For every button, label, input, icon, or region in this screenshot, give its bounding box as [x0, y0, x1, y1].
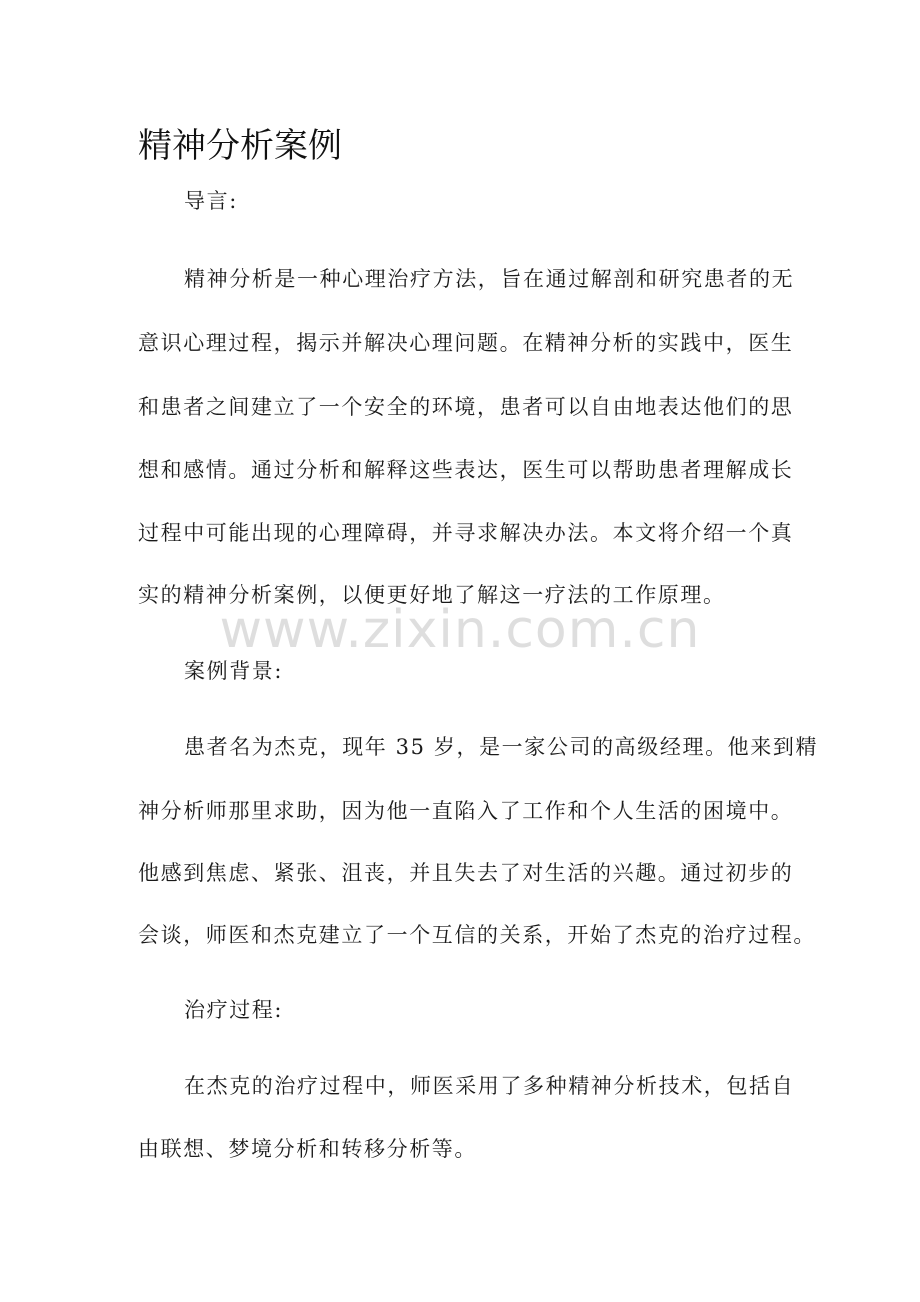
background-line-4: 会谈，师医和杰克建立了一个互信的关系，开始了杰克的治疗过程。: [138, 923, 816, 947]
background-line-1: 患者名为杰克，现年 35 岁，是一家公司的高级经理。他来到精: [184, 735, 819, 759]
intro-line-3: 和患者之间建立了一个安全的环境，患者可以自由地表达他们的思: [138, 395, 794, 419]
watermark: www.zixin.com.cn: [219, 600, 701, 660]
intro-line-5: 过程中可能出现的心理障碍，并寻求解决办法。本文将介绍一个真: [138, 521, 794, 545]
intro-line-6: 实的精神分析案例，以便更好地了解这一疗法的工作原理。: [138, 583, 726, 607]
background-line-3: 他感到焦虑、紧张、沮丧，并且失去了对生活的兴趣。通过初步的: [138, 861, 794, 885]
background-line-2: 神分析师那里求助，因为他一直陷入了工作和个人生活的困境中。: [138, 799, 794, 823]
document-title: 精神分析案例: [138, 126, 342, 166]
intro-line-4: 想和感情。通过分析和解释这些表达，医生可以帮助患者理解成长: [138, 458, 794, 482]
process-line-2: 由联想、梦境分析和转移分析等。: [138, 1137, 477, 1161]
intro-line-2: 意识心理过程，揭示并解决心理问题。在精神分析的实践中，医生: [138, 331, 794, 355]
process-heading: 治疗过程:: [184, 998, 284, 1022]
intro-line-1: 精神分析是一种心理治疗方法，旨在通过解剖和研究患者的无: [184, 267, 795, 291]
process-line-1: 在杰克的治疗过程中，师医采用了多种精神分析技术，包括自: [184, 1074, 795, 1098]
intro-heading: 导言:: [184, 189, 238, 213]
background-heading: 案例背景:: [184, 659, 284, 683]
